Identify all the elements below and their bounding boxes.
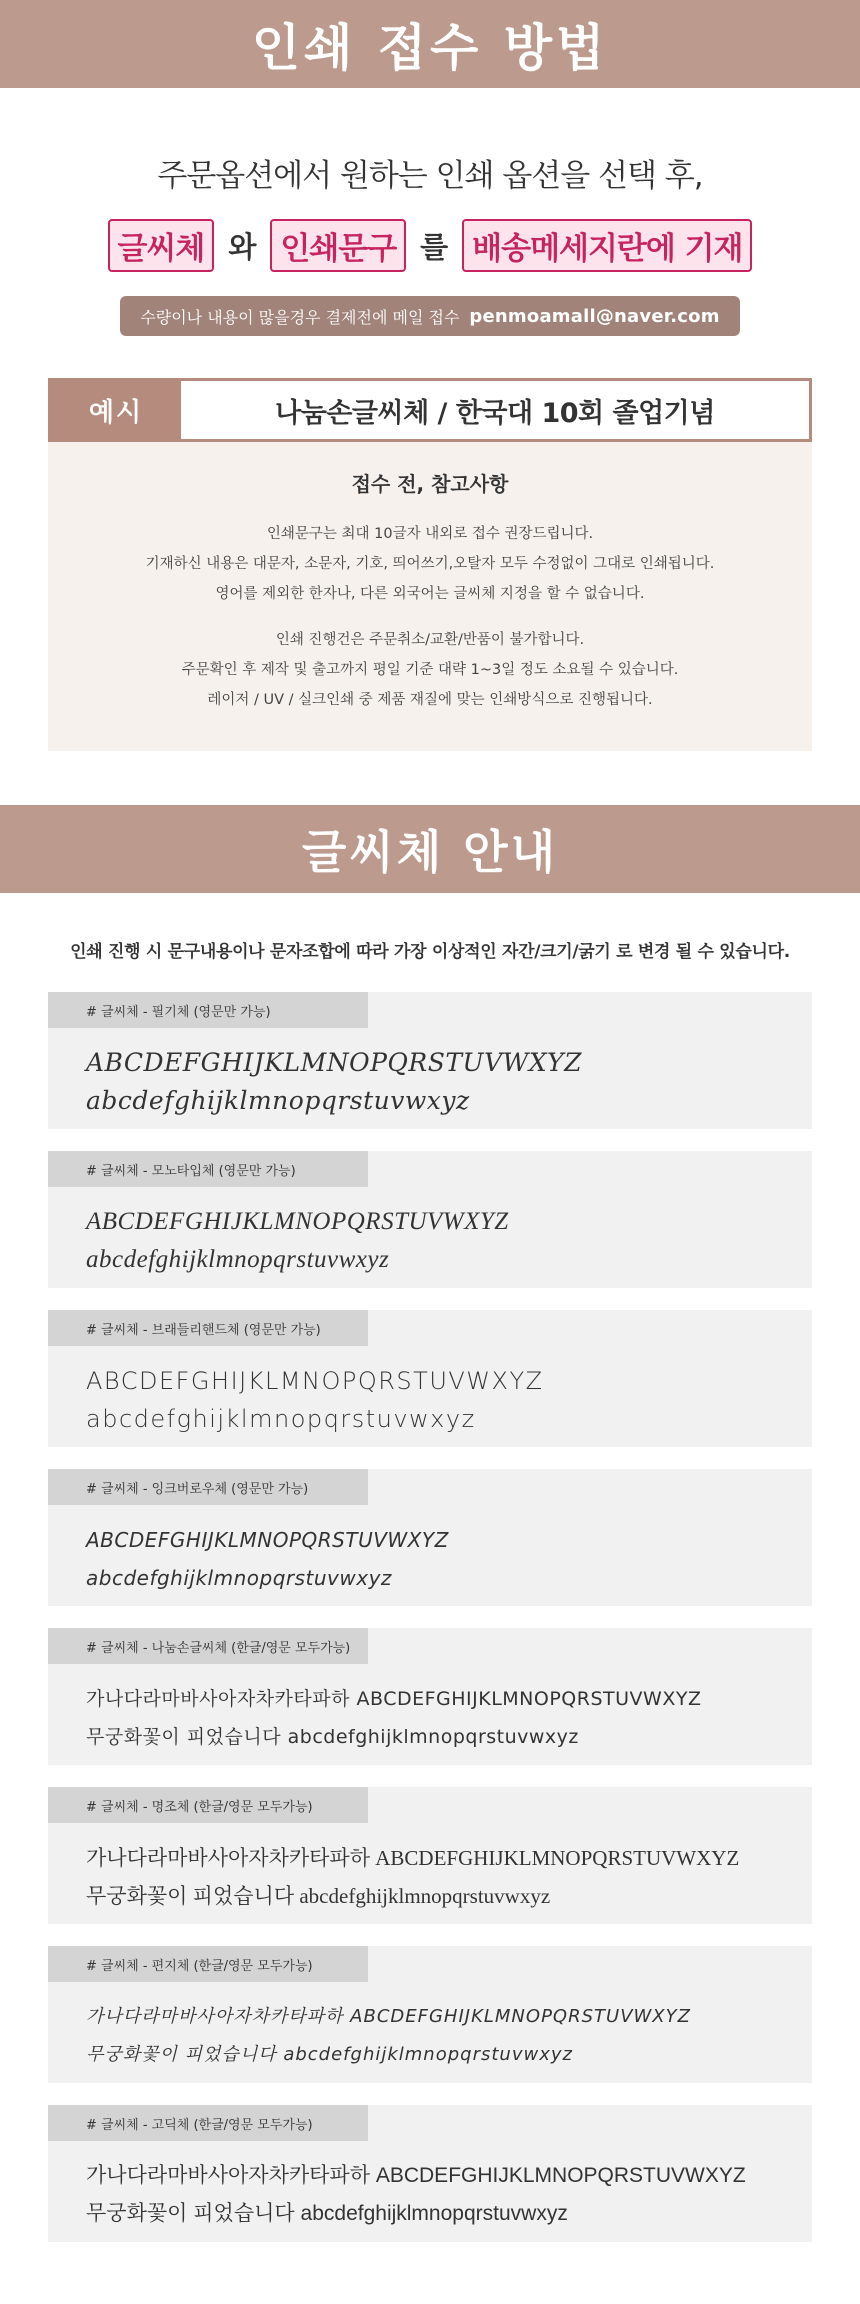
font-label: # 글씨체 - 편지체 (한글/영문 모두가능) bbox=[48, 1946, 368, 1982]
sample-line-upper: 가나다라마바사아자차카타파하 ABCDEFGHIJKLMNOPQRSTUVWXYZ bbox=[86, 1688, 702, 1710]
font-label: # 글씨체 - 필기체 (영문만 가능) bbox=[48, 992, 368, 1028]
font-card-letter bbox=[48, 1946, 812, 2083]
sample-line-lower: 무궁화꽃이 피었습니다 abcdefghijklmnopqrstuvwxyz bbox=[86, 1726, 579, 1748]
sample-line-lower: abcdefghijklmnopqrstuvwxyz bbox=[86, 1566, 392, 1590]
conjunction-1: 와 bbox=[228, 230, 257, 264]
page-title: 인쇄 접수 방법 bbox=[251, 19, 609, 77]
fonts-note: 인쇄 진행 시 문구내용이나 문자조합에 따라 가장 이상적인 자간/크기/굵기 로 변경 될 수 있습니다. bbox=[70, 942, 790, 962]
font-sample bbox=[86, 1680, 792, 1756]
sample-line-lower: abcdefghijklmnopqrstuvwxyz bbox=[86, 1086, 470, 1115]
font-sample bbox=[86, 1998, 792, 2074]
font-sample bbox=[86, 1203, 792, 1279]
example-section bbox=[48, 378, 812, 751]
font-label: # 글씨체 - 브래들리핸드체 (영문만 가능) bbox=[48, 1310, 368, 1346]
fonts-banner bbox=[0, 805, 860, 893]
sample-line-lower: 무궁화꽃이 피었습니다 abcdefghijklmnopqrstuvwxyz bbox=[86, 2044, 573, 2065]
font-label: # 글씨체 - 모노타입체 (영문만 가능) bbox=[48, 1151, 368, 1187]
tag-print-text: 인쇄문구 bbox=[270, 219, 406, 272]
sample-line-upper: ABCDEFGHIJKLMNOPQRSTUVWXYZ bbox=[86, 1048, 583, 1077]
sample-line-upper: 가나다라마바사아자차카타파하 ABCDEFGHIJKLMNOPQRSTUVWXYZ bbox=[86, 1846, 740, 1870]
sample-line-upper: ABCDEFGHIJKLMNOPQRSTUVWXYZ bbox=[86, 1528, 449, 1552]
font-card-monotype bbox=[48, 1151, 812, 1288]
fonts-title: 글씨체 안내 bbox=[301, 825, 559, 879]
font-sample bbox=[86, 1044, 792, 1120]
example-header bbox=[48, 378, 812, 442]
font-card-nanum-handwriting bbox=[48, 1628, 812, 1765]
font-card-gothic bbox=[48, 2105, 812, 2242]
sample-line-upper: ABCDEFGHIJKLMNOPQRSTUVWXYZ bbox=[86, 1208, 509, 1235]
note-line: 주문확인 후 제작 및 출고까지 평일 기준 대략 1~3일 정도 소요될 수 있습니다. bbox=[181, 662, 679, 678]
intro-section bbox=[0, 88, 860, 336]
sample-line-lower: abcdefghijklmnopqrstuvwxyz bbox=[86, 1246, 390, 1273]
email-notice-text: 수량이나 내용이 많을경우 결제전에 메일 접수 bbox=[140, 307, 460, 327]
note-line: 영어를 제외한 한자나, 다른 외국어는 글씨체 지정을 할 수 없습니다. bbox=[215, 586, 645, 602]
sample-line-lower: 무궁화꽃이 피었습니다 abcdefghijklmnopqrstuvwxyz bbox=[86, 1884, 551, 1908]
font-list bbox=[0, 992, 860, 2242]
tag-font: 글씨체 bbox=[108, 219, 215, 272]
font-card-ink-burrow bbox=[48, 1469, 812, 1606]
note-line: 인쇄 진행건은 주문취소/교환/반품이 불가합니다. bbox=[275, 632, 585, 648]
tag-delivery-message: 배송메세지란에 기재 bbox=[462, 219, 752, 272]
font-label: # 글씨체 - 나눔손글씨체 (한글/영문 모두가능) bbox=[48, 1628, 368, 1664]
notes-title: 접수 전, 참고사항 bbox=[351, 472, 509, 496]
note-line: 기재하신 내용은 대문자, 소문자, 기호, 띄어쓰기,오탈자 모두 수정없이 그대로 인쇄됩니다. bbox=[145, 556, 715, 572]
font-label: # 글씨체 - 잉크버로우체 (영문만 가능) bbox=[48, 1469, 368, 1505]
note-line: 인쇄문구는 최대 10글자 내외로 접수 권장드립니다. bbox=[266, 526, 594, 542]
font-card-bradley-hand bbox=[48, 1310, 812, 1447]
sample-line-upper: 가나다라마바사아자차카타파하 ABCDEFGHIJKLMNOPQRSTUVWXYZ bbox=[86, 2006, 691, 2027]
example-label: 예시 bbox=[51, 381, 181, 439]
intro-tags bbox=[0, 219, 860, 272]
font-card-script bbox=[48, 992, 812, 1129]
sample-line-upper: ABCDEFGHIJKLMNOPQRSTUVWXYZ bbox=[86, 1367, 544, 1395]
font-sample bbox=[86, 1362, 792, 1438]
example-value: 나눔손글씨체 / 한국대 10회 졸업기념 bbox=[181, 381, 809, 439]
sample-line-lower: 무궁화꽃이 피었습니다 abcdefghijklmnopqrstuvwxyz bbox=[86, 2202, 568, 2225]
font-label: # 글씨체 - 고딕체 (한글/영문 모두가능) bbox=[48, 2105, 368, 2141]
font-sample bbox=[86, 1839, 792, 1915]
sample-line-lower: abcdefghijklmnopqrstuvwxyz bbox=[86, 1405, 476, 1433]
intro-line: 주문옵션에서 원하는 인쇄 옵션을 선택 후, bbox=[157, 158, 703, 194]
header-banner bbox=[0, 0, 860, 88]
font-label: # 글씨체 - 명조체 (한글/영문 모두가능) bbox=[48, 1787, 368, 1823]
sample-line-upper: 가나다라마바사아자차카타파하 ABCDEFGHIJKLMNOPQRSTUVWXYZ bbox=[86, 2164, 746, 2187]
example-notes bbox=[48, 442, 812, 751]
email-notice bbox=[120, 296, 740, 336]
font-sample bbox=[86, 1521, 792, 1597]
notes-spacer bbox=[48, 609, 812, 625]
conjunction-2: 를 bbox=[420, 230, 449, 264]
email-address[interactable]: penmoamall@naver.com bbox=[469, 305, 720, 327]
font-card-myeongjo bbox=[48, 1787, 812, 1924]
font-sample bbox=[86, 2157, 792, 2233]
note-line: 레이저 / UV / 실크인쇄 중 제품 재질에 맞는 인쇄방식으로 진행됩니다. bbox=[207, 692, 653, 708]
